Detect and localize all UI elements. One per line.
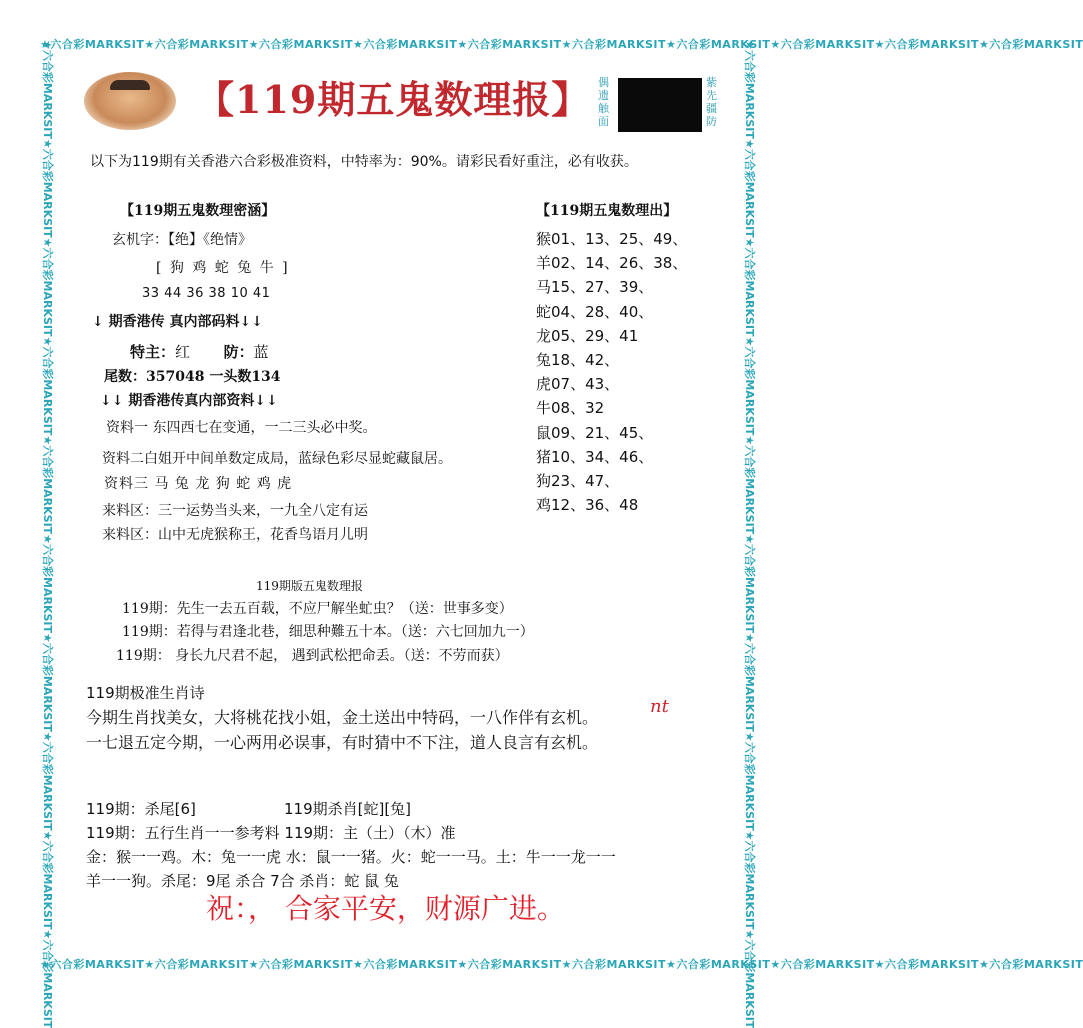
riddle-2: 119期：若得与君逢北巷，细思种難五十本。（送：六七回加九一） — [122, 624, 534, 640]
numbers-text: 33 44 36 38 10 41 — [142, 286, 271, 301]
page-title: 【119期五鬼数理报】 — [196, 77, 591, 122]
ziliao-2: 资料二白姐开中间单数定成局，蓝绿色彩尽显蛇藏鼠居。 — [102, 451, 452, 467]
stamp-left-text: 偶遗触面 — [598, 76, 609, 128]
frame-bottom-border: ★六合彩MARKSIT★六合彩MARKSIT★六合彩MARKSIT★六合彩MARKSIT★六合彩MARKSIT★六合彩MARKSIT★六合彩MARKSIT★六合彩MARKSIT★六合彩MARKSIT★六合彩MARKSIT — [40, 958, 1083, 971]
animals-text: [ 狗 鸡 蛇 兔 牛 ] — [156, 260, 290, 276]
section-data-heading: ↓↓ 期香港传真内部资料↓↓ — [100, 393, 278, 409]
te-row — [130, 343, 269, 361]
ziliao-3: 资料三 马 兔 龙 狗 蛇 鸡 虎 — [104, 476, 293, 492]
redacted-block — [618, 78, 702, 132]
handwritten-mark: nt — [650, 696, 669, 717]
frame-top-border: ★六合彩MARKSIT★六合彩MARKSIT★六合彩MARKSIT★六合彩MARKSIT★六合彩MARKSIT★六合彩MARKSIT★六合彩MARKSIT★六合彩MARKSIT★六合彩MARKSIT★六合彩MARKSIT — [40, 38, 1083, 51]
frame-left-border: ★六合彩MARKSIT★六合彩MARKSIT★六合彩MARKSIT★六合彩MARKSIT★六合彩MARKSIT★六合彩MARKSIT★六合彩MARKSIT★六合彩MARKSIT★六合彩MARKSIT★六合彩MARKSIT — [41, 40, 54, 1028]
right-heading: 【119期五鬼数理出】 — [536, 203, 678, 219]
elements-line-1: 金：猴一一鸡。木：兔一一虎 水：鼠一一猪。火：蛇一一马。土：牛一一龙一一 — [86, 848, 616, 866]
intro-text: 以下为119期有关香港六合彩极准资料，中特率为：90%。请彩民看好重注，必有收获。 — [90, 154, 638, 170]
riddle-1: 119期：先生一去五百载，不应尸解坐虻虫？（送：世事多变） — [122, 601, 513, 617]
zodiac-row: 羊02、14、26、38、 — [536, 254, 688, 273]
zodiac-row: 猪10、34、46、 — [536, 447, 654, 466]
frame-right-border: ★六合彩MARKSIT★六合彩MARKSIT★六合彩MARKSIT★六合彩MARKSIT★六合彩MARKSIT★六合彩MARKSIT★六合彩MARKSIT★六合彩MARKSIT★六合彩MARKSIT★六合彩MARKSIT — [743, 40, 756, 1028]
stamp-right-text: 紫先疆防 — [706, 76, 717, 128]
zodiac-row: 猴01、13、25、49、 — [536, 230, 688, 248]
zodiac-row: 鸡12、36、48 — [536, 496, 639, 515]
kill-tail-text: 119期：杀尾[6] — [86, 800, 196, 818]
zodiac-row: 龙05、29、41 — [536, 326, 639, 345]
portrait-image — [84, 72, 176, 130]
xuanji-text: 玄机字：【绝】《绝情》 — [112, 232, 252, 248]
blessing-text: 祝：， 合家平安，财源广进。 — [206, 892, 565, 925]
zodiac-row: 牛08、32 — [536, 399, 605, 418]
te-label: 特主： — [130, 343, 176, 361]
laiiao-2: 来料区：山中无虎猴称王，花香鸟语月儿明 — [102, 527, 368, 543]
laiiao-1: 来料区：三一运势当头来，一九全八定有运 — [102, 503, 368, 519]
five-elements-text: 119期：五行生肖一一参考料 119期：主（土）（木）准 — [86, 824, 456, 842]
poem-line-2: 一七退五定今期，一心两用必误事，有时猜中不下注，道人良言有玄机。 — [86, 733, 599, 752]
riddles-heading: 119期版五鬼数理报 — [256, 579, 363, 593]
zodiac-row: 马15、27、39、 — [536, 278, 654, 297]
kill-zodiac-text: 119期杀肖[蛇][兔] — [284, 800, 412, 818]
stamp — [598, 76, 722, 132]
elements-line-2: 羊一一狗。杀尾：9尾 杀合 7合 杀肖：蛇 鼠 兔 — [86, 872, 399, 890]
left-heading: 【119期五鬼数理密涵】 — [120, 203, 276, 219]
poem-line-1: 今期生肖找美女，大将桃花找小姐，金土送出中特码，一八作伴有玄机。 — [86, 708, 599, 727]
poem-heading: 119期极准生肖诗 — [86, 684, 205, 702]
weishu-text: 尾数：357048 一头数134 — [104, 369, 281, 385]
ziliao-1: 资料一 东四西七在变通，一二三头必中奖。 — [106, 420, 377, 436]
fang-value: 蓝 — [253, 343, 269, 361]
te-value: 红 — [175, 343, 191, 361]
header — [84, 72, 724, 132]
zodiac-row: 蛇04、28、40、 — [536, 302, 654, 321]
zodiac-row: 鼠09、21、45、 — [536, 423, 654, 442]
section-code-heading: ↓ 期香港传 真内部码料↓↓ — [92, 314, 263, 330]
zodiac-row: 狗23、47、 — [536, 472, 620, 490]
fang-label: 防： — [223, 343, 254, 361]
zodiac-row: 兔18、42、 — [536, 351, 620, 369]
riddle-3: 119期： 身长九尺君不起， 遇到武松把命丢。（送：不劳而获） — [116, 648, 509, 664]
zodiac-row: 虎07、43、 — [536, 375, 620, 394]
